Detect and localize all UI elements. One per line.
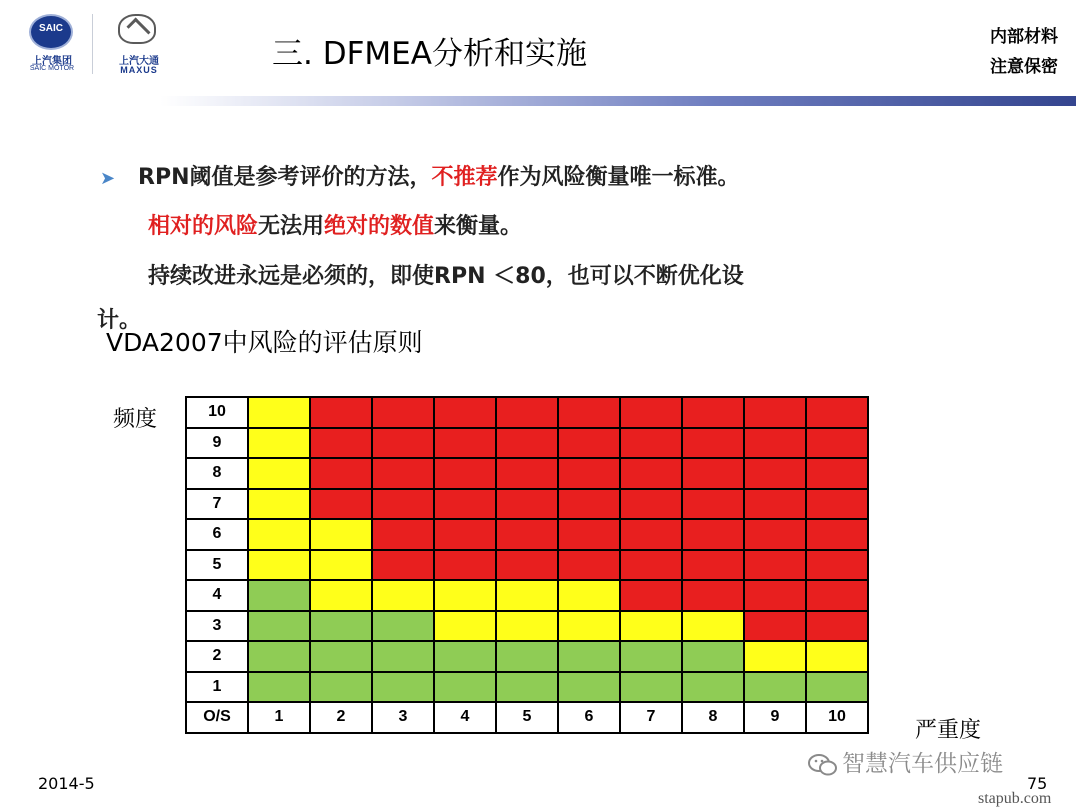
matrix-cell bbox=[558, 611, 620, 642]
matrix-cell bbox=[806, 672, 868, 703]
matrix-cell bbox=[310, 641, 372, 672]
matrix-cell bbox=[248, 397, 310, 428]
matrix-cell bbox=[496, 611, 558, 642]
section-subtitle: VDA2007中风险的评估原则 bbox=[106, 328, 423, 357]
matrix-cell bbox=[496, 550, 558, 581]
matrix-cell bbox=[682, 519, 744, 550]
line2-highlight-2: 绝对的数值 bbox=[324, 214, 435, 239]
saic-logo-cn: 上汽集团 bbox=[32, 56, 72, 67]
matrix-cell bbox=[806, 611, 868, 642]
matrix-cell bbox=[248, 672, 310, 703]
matrix-cell bbox=[620, 428, 682, 459]
matrix-row bbox=[186, 428, 868, 459]
matrix-row bbox=[186, 489, 868, 520]
matrix-cell bbox=[496, 519, 558, 550]
severity-label: 5 bbox=[496, 702, 558, 733]
footer-date: 2014-5 bbox=[38, 774, 95, 793]
matrix-row bbox=[186, 458, 868, 489]
confidential-line1: 内部材料 bbox=[990, 27, 1058, 47]
severity-label: 3 bbox=[372, 702, 434, 733]
matrix-cell bbox=[744, 519, 806, 550]
matrix-cell bbox=[248, 489, 310, 520]
wechat-icon bbox=[808, 753, 838, 777]
matrix-cell bbox=[434, 458, 496, 489]
matrix-cell bbox=[310, 428, 372, 459]
matrix-row bbox=[186, 519, 868, 550]
matrix-cell bbox=[372, 489, 434, 520]
severity-row bbox=[186, 702, 868, 733]
matrix-cell bbox=[496, 458, 558, 489]
matrix-cell bbox=[620, 641, 682, 672]
matrix-cell bbox=[372, 519, 434, 550]
matrix-cell bbox=[806, 428, 868, 459]
matrix-cell bbox=[558, 458, 620, 489]
bullet-text-highlight: 不推荐 bbox=[431, 165, 498, 190]
frequency-label: 5 bbox=[186, 550, 248, 581]
matrix-cell bbox=[558, 519, 620, 550]
matrix-cell bbox=[496, 489, 558, 520]
matrix-cell bbox=[806, 550, 868, 581]
severity-label: 4 bbox=[434, 702, 496, 733]
body-line-2 bbox=[148, 209, 522, 240]
bullet-text-part2: 作为风险衡量唯一标准。 bbox=[497, 165, 740, 190]
severity-label: 9 bbox=[744, 702, 806, 733]
matrix-cell bbox=[434, 580, 496, 611]
matrix-cell bbox=[620, 611, 682, 642]
bullet-text-part1: RPN阈值是参考评价的方法， bbox=[138, 165, 432, 190]
matrix-cell bbox=[310, 397, 372, 428]
matrix-cell bbox=[620, 458, 682, 489]
matrix-cell bbox=[372, 428, 434, 459]
confidential-label bbox=[990, 22, 1058, 82]
header-divider-bar bbox=[160, 96, 1076, 106]
line2-highlight-1: 相对的风险 bbox=[148, 214, 259, 239]
matrix-cell bbox=[744, 397, 806, 428]
maxus-logo bbox=[102, 12, 176, 76]
matrix-cell bbox=[248, 611, 310, 642]
matrix-row bbox=[186, 611, 868, 642]
matrix-cell bbox=[434, 489, 496, 520]
matrix-row bbox=[186, 580, 868, 611]
matrix-cell bbox=[682, 397, 744, 428]
matrix-cell bbox=[248, 641, 310, 672]
matrix-cell bbox=[248, 519, 310, 550]
matrix-cell bbox=[496, 397, 558, 428]
matrix-cell bbox=[744, 458, 806, 489]
corner-label: O/S bbox=[186, 702, 248, 733]
matrix-cell bbox=[620, 397, 682, 428]
matrix-cell bbox=[310, 611, 372, 642]
matrix-cell bbox=[248, 580, 310, 611]
matrix-cell bbox=[558, 550, 620, 581]
matrix-cell bbox=[310, 519, 372, 550]
matrix-cell bbox=[806, 458, 868, 489]
matrix-cell bbox=[496, 641, 558, 672]
saic-logo bbox=[22, 12, 84, 74]
line2-end: 来衡量。 bbox=[434, 214, 523, 239]
frequency-label: 7 bbox=[186, 489, 248, 520]
matrix-cell bbox=[434, 611, 496, 642]
matrix-cell bbox=[620, 550, 682, 581]
matrix-cell bbox=[744, 580, 806, 611]
page-title: 三. DFMEA分析和实施 bbox=[272, 36, 587, 72]
frequency-label: 9 bbox=[186, 428, 248, 459]
line2-mid: 无法用 bbox=[258, 214, 325, 239]
matrix-cell bbox=[682, 550, 744, 581]
frequency-label: 6 bbox=[186, 519, 248, 550]
matrix-cell bbox=[806, 489, 868, 520]
matrix-cell bbox=[434, 672, 496, 703]
bullet-point bbox=[100, 160, 740, 191]
matrix-cell bbox=[744, 489, 806, 520]
matrix-cell bbox=[496, 428, 558, 459]
matrix-cell bbox=[434, 519, 496, 550]
severity-label: 1 bbox=[248, 702, 310, 733]
matrix-row bbox=[186, 550, 868, 581]
matrix-cell bbox=[682, 428, 744, 459]
matrix-cell bbox=[806, 641, 868, 672]
matrix-cell bbox=[806, 397, 868, 428]
severity-label: 8 bbox=[682, 702, 744, 733]
site-watermark: stapub.com bbox=[978, 790, 1052, 807]
matrix-cell bbox=[372, 458, 434, 489]
matrix-cell bbox=[620, 580, 682, 611]
frequency-axis-label: 频度 bbox=[113, 407, 158, 432]
matrix-cell bbox=[558, 580, 620, 611]
matrix-cell bbox=[496, 580, 558, 611]
page-number: 75 bbox=[1027, 774, 1048, 793]
matrix-cell bbox=[434, 397, 496, 428]
watermark-text: 智慧汽车供应链 bbox=[842, 751, 1003, 777]
matrix-cell bbox=[310, 580, 372, 611]
severity-label: 10 bbox=[806, 702, 868, 733]
matrix-cell bbox=[372, 580, 434, 611]
matrix-cell bbox=[620, 519, 682, 550]
frequency-label: 2 bbox=[186, 641, 248, 672]
frequency-label: 3 bbox=[186, 611, 248, 642]
matrix-cell bbox=[496, 672, 558, 703]
matrix-cell bbox=[434, 641, 496, 672]
body-line-3-wrap: 计。 bbox=[97, 308, 142, 333]
watermark bbox=[808, 745, 1003, 778]
maxus-emblem-icon bbox=[118, 14, 156, 44]
matrix-cell bbox=[434, 428, 496, 459]
bullet-arrow-icon: ➤ bbox=[100, 168, 116, 189]
confidential-line2: 注意保密 bbox=[990, 57, 1058, 77]
frequency-label: 10 bbox=[186, 397, 248, 428]
matrix-row bbox=[186, 672, 868, 703]
severity-axis-label: 严重度 bbox=[915, 718, 982, 743]
frequency-label: 8 bbox=[186, 458, 248, 489]
matrix-cell bbox=[682, 672, 744, 703]
matrix-cell bbox=[744, 550, 806, 581]
matrix-cell bbox=[682, 611, 744, 642]
matrix-cell bbox=[558, 489, 620, 520]
matrix-cell bbox=[744, 672, 806, 703]
logo-divider bbox=[92, 14, 93, 74]
matrix-cell bbox=[744, 428, 806, 459]
matrix-cell bbox=[558, 641, 620, 672]
matrix-cell bbox=[806, 519, 868, 550]
matrix-cell bbox=[682, 458, 744, 489]
body-line-3: 持续改进永远是必须的，即使RPN ＜80，也可以不断优化设 bbox=[148, 264, 744, 289]
matrix-cell bbox=[310, 458, 372, 489]
risk-matrix bbox=[185, 396, 869, 734]
matrix-cell bbox=[310, 489, 372, 520]
severity-label: 7 bbox=[620, 702, 682, 733]
matrix-cell bbox=[310, 550, 372, 581]
maxus-logo-en: MAXUS bbox=[120, 65, 158, 75]
matrix-cell bbox=[682, 641, 744, 672]
matrix-cell bbox=[434, 550, 496, 581]
frequency-label: 4 bbox=[186, 580, 248, 611]
severity-label: 2 bbox=[310, 702, 372, 733]
matrix-cell bbox=[248, 550, 310, 581]
maxus-logo-cn: 上汽大通 bbox=[119, 56, 159, 67]
matrix-cell bbox=[310, 672, 372, 703]
matrix-cell bbox=[248, 428, 310, 459]
severity-label: 6 bbox=[558, 702, 620, 733]
matrix-row bbox=[186, 397, 868, 428]
matrix-cell bbox=[372, 641, 434, 672]
matrix-cell bbox=[744, 641, 806, 672]
matrix-cell bbox=[620, 672, 682, 703]
matrix-cell bbox=[558, 428, 620, 459]
matrix-cell bbox=[682, 489, 744, 520]
frequency-label: 1 bbox=[186, 672, 248, 703]
matrix-cell bbox=[372, 550, 434, 581]
matrix-cell bbox=[558, 672, 620, 703]
matrix-cell bbox=[372, 611, 434, 642]
saic-logo-en: SAIC MOTOR bbox=[29, 65, 75, 72]
matrix-cell bbox=[372, 397, 434, 428]
matrix-cell bbox=[372, 672, 434, 703]
matrix-cell bbox=[620, 489, 682, 520]
matrix-cell bbox=[744, 611, 806, 642]
saic-logo-text: SAIC bbox=[39, 23, 63, 34]
matrix-cell bbox=[682, 580, 744, 611]
matrix-cell bbox=[806, 580, 868, 611]
matrix-cell bbox=[558, 397, 620, 428]
matrix-cell bbox=[248, 458, 310, 489]
matrix-row bbox=[186, 641, 868, 672]
